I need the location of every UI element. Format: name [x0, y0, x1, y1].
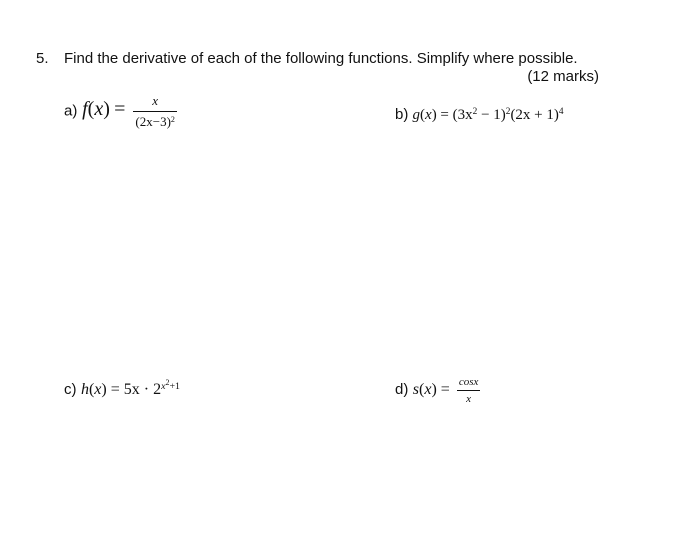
part-d-fraction: [457, 376, 481, 405]
part-a-fraction: [133, 93, 177, 130]
part-b-expression: $g(x) = (3x^2 - 1)^2(2x + 1)^4$: [412, 106, 564, 123]
part-b: [395, 106, 564, 124]
part-c-base: 2: [153, 381, 162, 398]
part-c-function-name: h: [80, 381, 89, 398]
part-c-multiply-dot: ·: [143, 381, 150, 398]
part-d-variable: x: [424, 381, 432, 399]
part-b-factor2-exponent: 4: [558, 106, 564, 117]
part-d: [395, 376, 483, 405]
part-c-exponent-variable-power: 2: [165, 377, 170, 387]
marks-label: (12 marks): [527, 68, 599, 85]
part-b-variable: x: [425, 107, 432, 123]
part-c-exponent: [161, 377, 180, 392]
part-c: [64, 377, 180, 399]
fraction-bar: [457, 390, 481, 391]
part-a-label: a): [64, 102, 78, 120]
part-d-function-name: s: [412, 381, 420, 399]
part-a: [64, 93, 180, 130]
part-b-label: b): [395, 106, 409, 123]
part-a-function-name: f: [82, 98, 88, 121]
part-c-coefficient: 5x: [123, 381, 140, 398]
part-a-expression: f(x) = $\frac{x}{(2x-3)^2}$: [82, 93, 175, 129]
part-c-variable: x: [94, 381, 102, 398]
part-d-denominator: x: [466, 393, 472, 405]
part-a-variable: x: [94, 98, 104, 121]
part-b-factor1-base: (3x: [452, 107, 473, 123]
question-prompt: Find the derivative of each of the following functions. Simplify where possible.: [64, 50, 578, 67]
part-d-label: d): [395, 381, 409, 399]
part-d-numerator: cosx: [458, 376, 479, 388]
part-a-denominator-base: (2x−3): [135, 114, 171, 129]
fraction-bar: [133, 111, 177, 112]
part-c-exponent-rest: +1: [169, 380, 180, 392]
part-c-exponent-variable: x: [161, 380, 166, 392]
part-a-denominator: [133, 114, 177, 130]
question-number: 5.: [36, 50, 49, 67]
part-b-factor2-base: (2x + 1): [510, 107, 559, 123]
part-c-expression: $h(x) = 5x \cdot 2^{x^2+1}$: [80, 377, 180, 398]
part-b-factor1-exponent: 2: [505, 106, 511, 117]
part-c-label: c): [64, 381, 77, 398]
part-b-factor1-rest: − 1): [477, 107, 506, 123]
part-b-function-name: g: [412, 107, 421, 123]
part-a-numerator: x: [152, 93, 159, 108]
part-b-factor1-inner-exponent: 2: [472, 106, 478, 117]
part-a-denominator-exponent: 2: [170, 114, 175, 124]
part-d-expression: s(x) = $\frac{\cos x}{x}$: [412, 376, 479, 405]
